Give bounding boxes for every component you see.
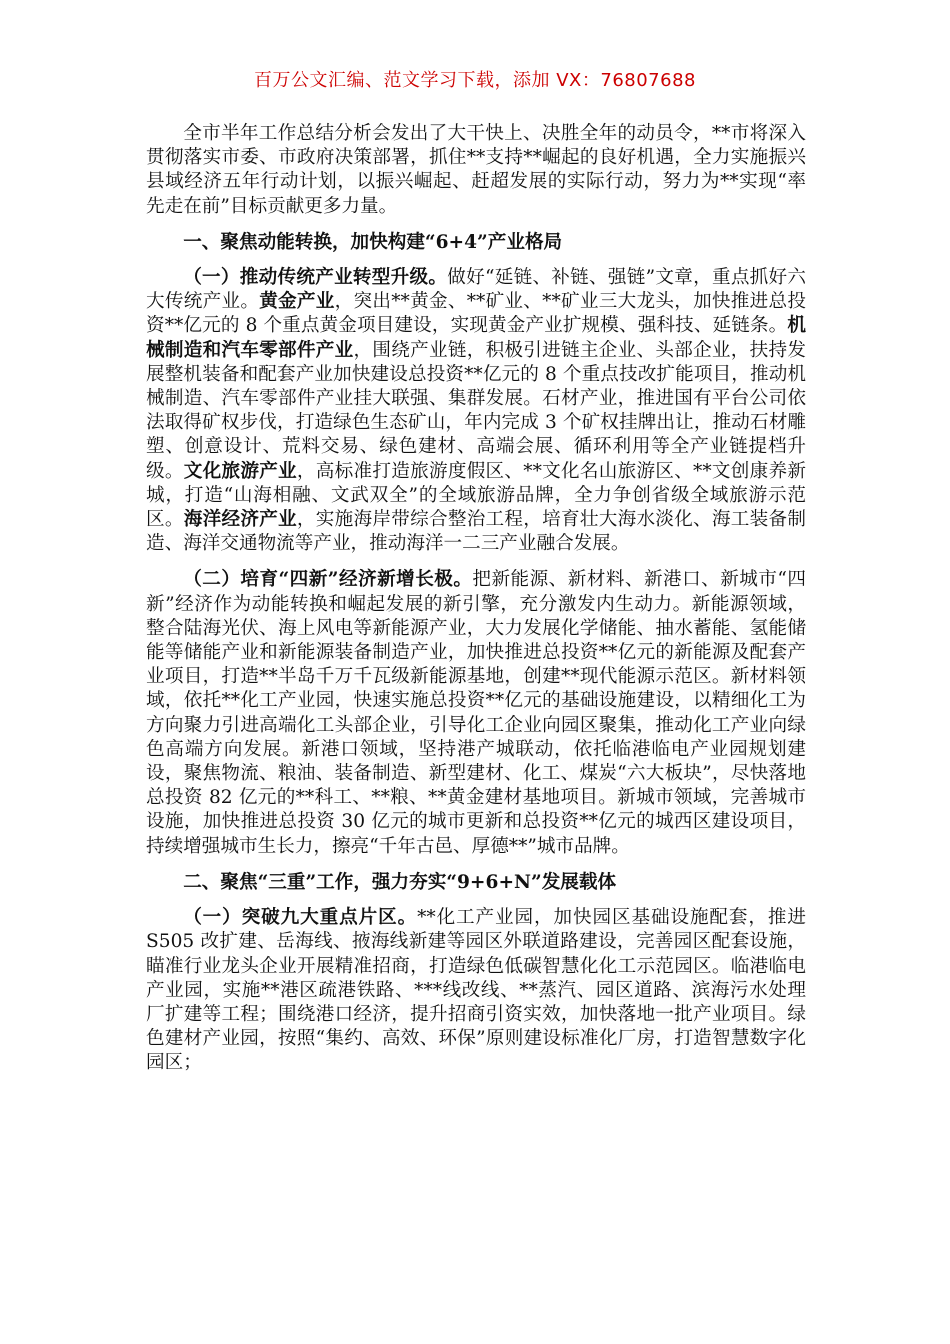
section-1-paragraph-1	[146, 266, 806, 556]
document-body	[146, 122, 806, 1088]
section-2-heading: 二、聚焦“三重”工作，强力夯实“9+6+N”发展载体	[183, 871, 617, 893]
bold-term-gold: 黄金产业	[259, 291, 335, 313]
bold-term-marine: 海洋经济产业	[183, 509, 297, 531]
paragraph-text: ，围绕产业链，积极引进链主企业、头部企业，扶持发展整机装备和配套产业加快建设总投资**亿元的 8 个重点技改扩能项目，推动机械制造、汽车零部件产业挂大联强、集群发展。石材产业，推进国有平台公司依法取得矿权步伐，打造绿色生态矿山，年内完成 3 个矿权挂牌出让，推动石材雕塑、创意设计、荒料交易、绿色建材、高端会展、循环利用等全产业链提档升级。	[146, 339, 806, 482]
paragraph-text: **化工产业园，加快园区基础设施配套，推进 S505 改扩建、岳海线、掖海线新建等园区外联道路建设，完善园区配套设施，瞄准行业龙头企业开展精准招商，打造绿色低碳智慧化化工示范园区。临港临电产业园，实施**港区疏港铁路、***线改线、**蒸汽、园区道路、滨海污水处理厂扩建等工程；围绕港口经济，提升招商引资实效，加快落地一批产业项目。绿色建材产业园，按照“集约、高效、环保”原则建设标准化厂房，打造智慧数字化园区；	[146, 907, 806, 1074]
section-1-heading: 一、聚焦动能转换，加快构建“6+4”产业格局	[183, 231, 563, 253]
paragraph-text: ，高标准打造旅游度假区、**文化名山旅游区、**文创康养新城，打造“山海相融、文武双全”的全域旅游品牌，全力争创省级全域旅游示范区。	[146, 460, 806, 531]
bold-term-tourism: 文化旅游产业	[183, 460, 297, 482]
bold-term-machinery: 机械制造和汽车零部件产业	[146, 315, 806, 361]
paragraph-text: ，突出**黄金、**矿业、**矿业三大龙头，加快推进总投资**亿元的 8 个重点黄金项目建设，实现黄金产业扩规模、强科技、延链条。	[146, 291, 806, 337]
intro-paragraph: 全市半年工作总结分析会发出了大干快上、决胜全年的动员令，**市将深入贯彻落实市委、市政府决策部署，抓住**支持**崛起的良好机遇，全力实施振兴县域经济五年行动计划，以振兴崛起、赶超发展的实际行动，努力为**实现“率先走在前”目标贡献更多力量。	[146, 123, 806, 217]
paragraph-text: 把新能源、新材料、新港口、新城市“四新”经济作为动能转换和崛起发展的新引擎，充分激发内生动力。新能源领域，整合陆海光伏、海上风电等新能源产业，大力发展化学储能、抽水蓄能、氢能储能等储能产业和新能源装备制造产业，加快推进总投资**亿元的新能源及配套产业项目，打造**半岛千万千瓦级新能源基地，创建**现代能源示范区。新材料领域，依托**化工产业园，快速实施总投资**亿元的基础设施建设，以精细化工为方向聚力引进高端化工头部企业，引导化工企业向园区聚集，推动化工产业向绿色高端方向发展。新港口领域，坚持港产城联动，依托临港临电产业园规划建设，聚焦物流、粮油、装备制造、新型建材、化工、煤炭“六大板块”，尽快落地总投资 82 亿元的**科工、**粮、**黄金建材基地项目。新城市领域，完善城市设施，加快推进总投资 30 亿元的城市更新和总投资**亿元的城西区建设项目，持续增强城市生长力，擦亮“千年古邑、厚德**”城市品牌。	[146, 569, 806, 857]
section-2-paragraph-1	[146, 906, 806, 1075]
section-1-paragraph-2	[146, 568, 806, 858]
subheading-lead: （一）突破九大重点片区。	[183, 907, 418, 929]
promo-header: 百万公文汇编、范文学习下载，添加 VX：76807688	[254, 70, 696, 91]
subheading-lead: （一）推动传统产业转型升级。	[183, 267, 448, 289]
paragraph-text: ，实施海岸带综合整治工程，培育壮大海水淡化、海工装备制造、海洋交通物流等产业，推动海洋一二三产业融合发展。	[146, 509, 806, 555]
subheading-lead: （二）培育“四新”经济新增长极。	[183, 569, 473, 591]
paragraph-text: 做好“延链、补链、强链”文章，重点抓好六大传统产业。	[146, 267, 806, 313]
